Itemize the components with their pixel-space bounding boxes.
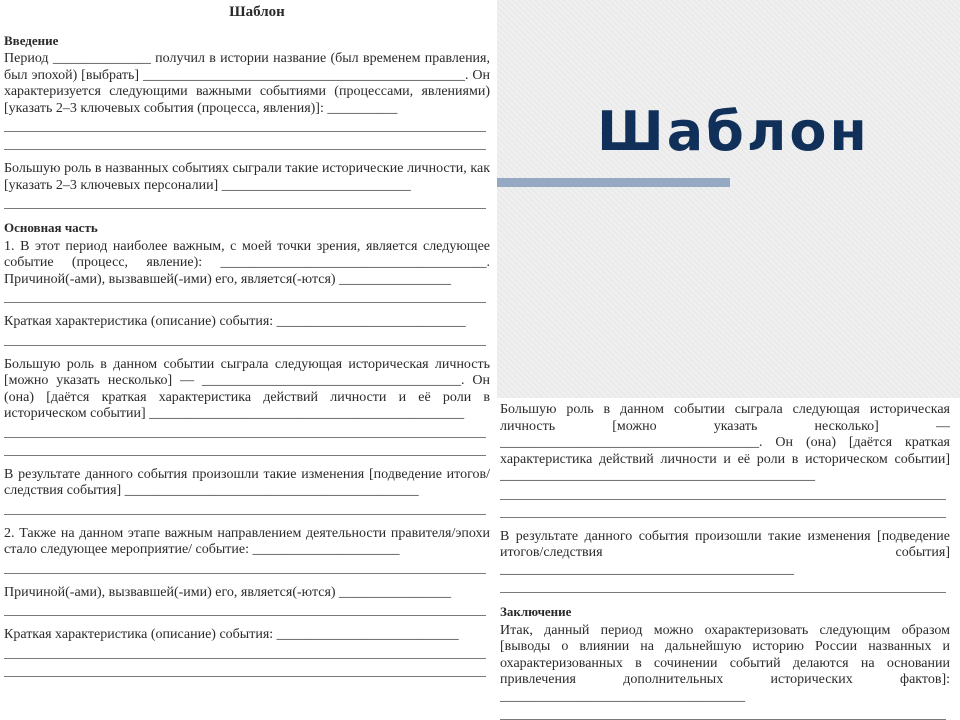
section-text: В результате данного события произошли такие изменения [подведение итогов/следствия события] __________________________________________: [4, 466, 490, 498]
document-title: Шаблон: [229, 4, 285, 20]
section-text: Период ______________ получил в истории название (был временем правления, был эпохой) [выбрать] ______________________________________________. Он характеризуется следующими важными событиями (процессами, явлениями) [указать 2–3 ключевых события (процесса, явления)]: __________: [4, 51, 490, 116]
template-document-left: [4, 4, 490, 720]
section-text: Большую роль в названных событиях сыграли такие исторические личности, как [указать 2–3 ключевых персоналии] ___________________________: [4, 161, 490, 193]
document-section: [4, 467, 490, 526]
blank-fill-line: [4, 500, 486, 515]
blank-fill-line: [4, 117, 486, 132]
section-text: В результате данного события произошли такие изменения [подведение итогов/следствия события] __________________________________________: [500, 528, 950, 577]
section-gap: [4, 680, 490, 688]
blank-fill-line: [4, 331, 486, 346]
section-text: Краткая характеристика (описание) события: __________________________: [4, 627, 459, 642]
section-gap: [4, 459, 490, 467]
section-gap: [4, 518, 490, 526]
document-section: [4, 161, 490, 220]
blank-fill-line: [500, 705, 946, 720]
section-gap: [4, 212, 490, 220]
blank-fill-line: [4, 662, 486, 677]
section-heading: Введение: [4, 32, 59, 48]
document-section: [500, 604, 950, 720]
template-document-right: [500, 402, 950, 720]
blank-fill-line: [4, 441, 486, 456]
section-heading: Заключение: [500, 604, 572, 619]
section-text: Большую роль в данном событии сыграла следующая историческая личность [можно указать несколько] — _____________________________________. Он (она) [даётся краткая характеристика действий личности и её роли в историческом событии] _____________________________________________: [4, 356, 490, 421]
document-section: [4, 526, 490, 585]
blank-fill-line: [4, 559, 486, 574]
blank-fill-line: [4, 601, 486, 616]
document-section: [4, 314, 490, 357]
section-gap: [4, 619, 490, 627]
section-text: 1. В этот период наиболее важным, с моей точки зрения, является следующее событие (процесс, явление): ______________________________________. Причиной(-ами), вызвавшей(-ими) его, является(-ются) ________________: [4, 238, 490, 287]
blank-fill-line: [4, 135, 486, 150]
section-heading: Основная часть: [4, 220, 98, 235]
document-section: [4, 220, 490, 314]
left-document-sections: [4, 33, 490, 688]
document-section: [4, 627, 490, 688]
document-section: [500, 529, 950, 605]
section-text: 2. Также на данном этапе важным направлением деятельности правителя/эпохи стало следующее мероприятие/ событие: _____________________: [4, 525, 490, 557]
section-gap: [4, 153, 490, 161]
section-text: Краткая характеристика (описание) события: ___________________________: [4, 314, 466, 329]
section-gap: [4, 306, 490, 314]
blank-fill-line: [4, 423, 486, 438]
right-document-sections: [500, 402, 950, 720]
blank-fill-line: [500, 485, 946, 500]
blank-fill-line: [4, 288, 486, 303]
title-accent-bar: [497, 178, 730, 187]
section-text: Итак, данный период можно охарактеризовать следующим образом [выводы о влиянии на дальнейшую историю России названных и охарактеризованных в сочинении событий делаются на основании привлечения дополнительных исторических фактов]: ___________________________________: [500, 622, 950, 704]
blank-fill-line: [4, 194, 486, 209]
document-section: [4, 33, 490, 162]
document-section: [4, 357, 490, 467]
document-section: [4, 585, 490, 628]
section-gap: [500, 521, 950, 529]
slide-title: Шаблон: [597, 100, 870, 163]
section-gap: [4, 577, 490, 585]
blank-fill-line: [4, 644, 486, 659]
section-text: Причиной(-ами), вызвавшей(-ими) его, является(-ются) ________________: [4, 584, 452, 600]
section-text: Большую роль в данном событии сыграла следующая историческая личность [можно указать несколько] — _____________________________________. Он (она) [даётся краткая характеристика действий личности и её роли в историческом событии] _____________________________________________: [500, 402, 950, 483]
blank-fill-line: [500, 578, 946, 593]
section-gap: [4, 349, 490, 357]
blank-fill-line: [500, 503, 946, 518]
document-section: [500, 402, 950, 529]
section-gap: [500, 596, 950, 604]
slide-background-panel: [497, 0, 960, 398]
